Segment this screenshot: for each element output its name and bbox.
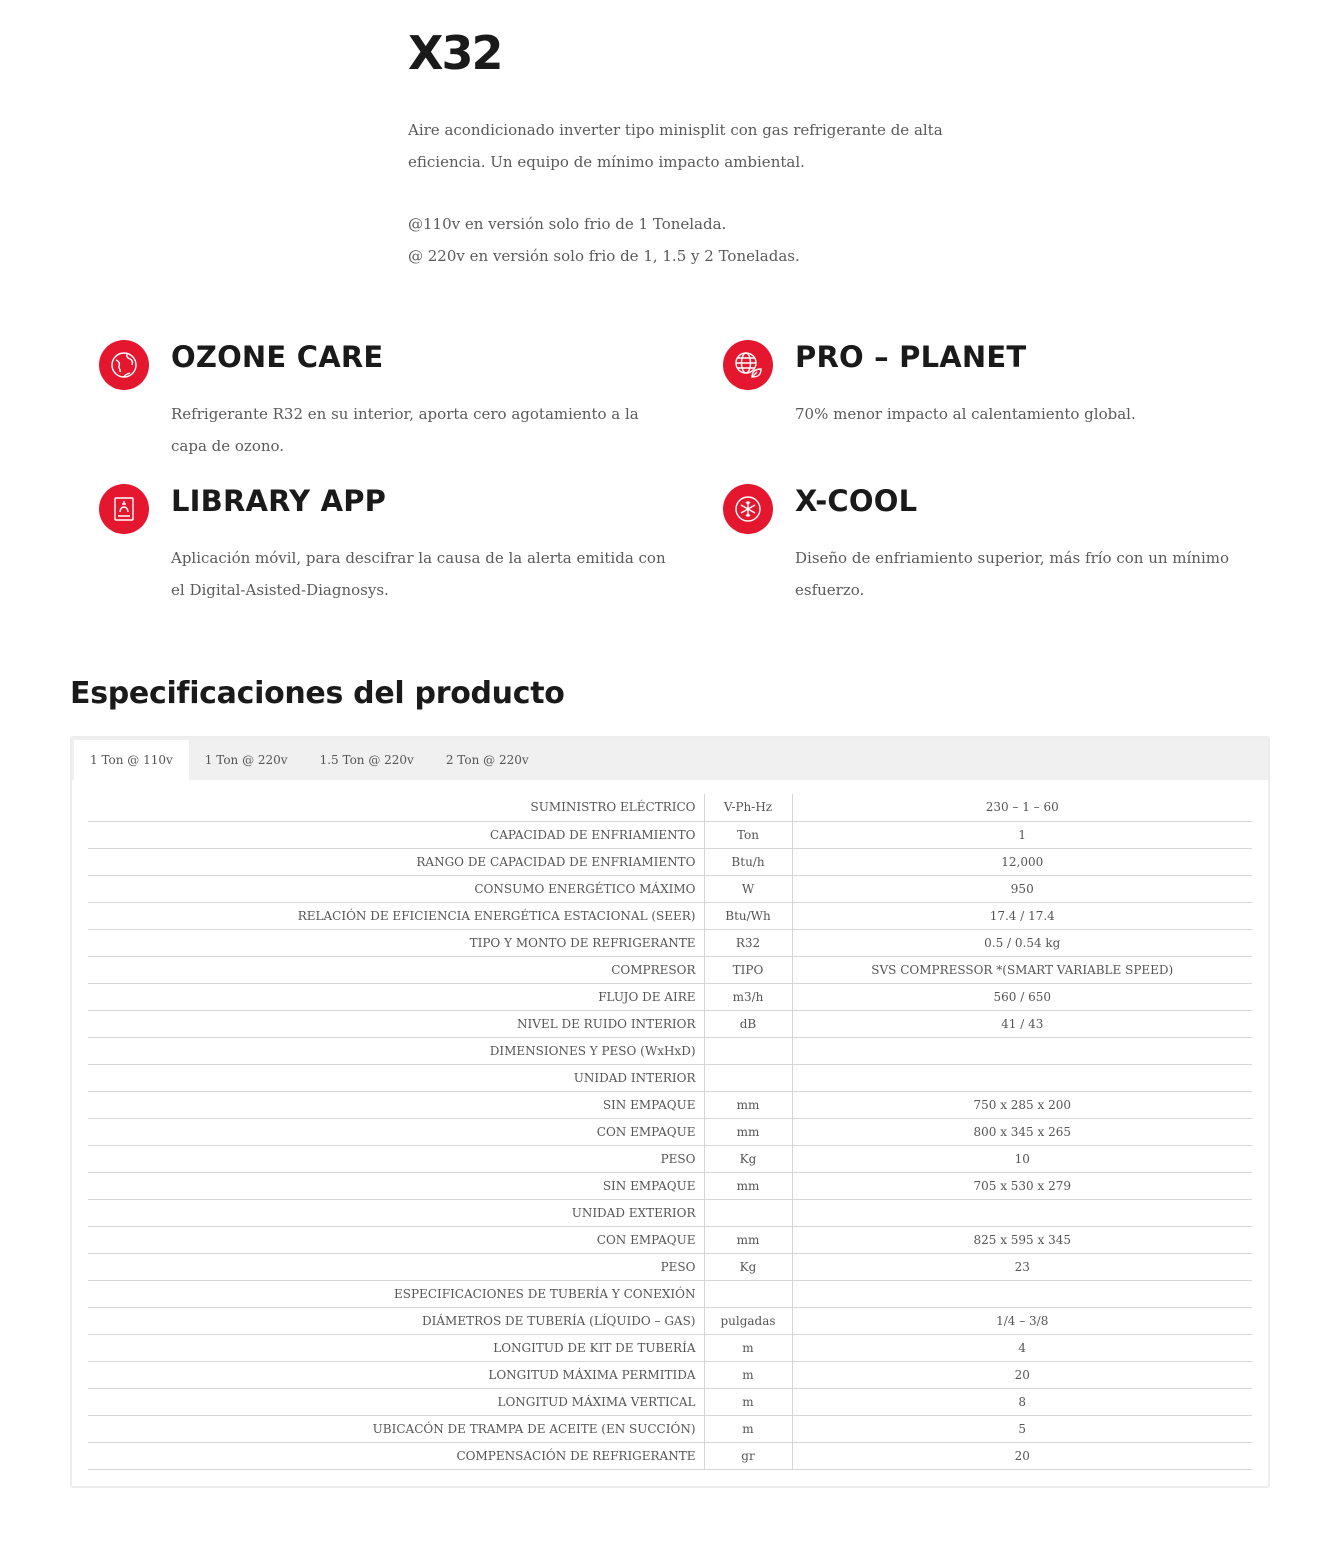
table-row — [88, 1307, 1252, 1334]
planet-leaf-icon — [723, 340, 773, 390]
spec-unit — [704, 1037, 792, 1064]
spec-unit: mm — [704, 1226, 792, 1253]
spec-unit: TIPO — [704, 956, 792, 983]
spec-value: 5 — [792, 1415, 1252, 1442]
spec-unit: pulgadas — [704, 1307, 792, 1334]
spec-value: 41 / 43 — [792, 1010, 1252, 1037]
spec-label: TIPO Y MONTO DE REFRIGERANTE — [88, 929, 704, 956]
spec-unit: W — [704, 875, 792, 902]
spec-value: 950 — [792, 875, 1252, 902]
table-row — [88, 1037, 1252, 1064]
spec-value: 750 x 285 x 200 — [792, 1091, 1252, 1118]
feature-text: 70% menor impacto al calentamiento global. — [795, 405, 1136, 423]
spec-value: 1/4 – 3/8 — [792, 1307, 1252, 1334]
specs-tabs — [72, 738, 1268, 780]
table-row — [88, 929, 1252, 956]
tab-2ton-220v[interactable]: 2 Ton @ 220v — [445, 753, 529, 767]
table-row — [88, 1280, 1252, 1307]
spec-label: SIN EMPAQUE — [88, 1091, 704, 1118]
spec-unit: m — [704, 1388, 792, 1415]
spec-unit: Ton — [704, 821, 792, 848]
spec-unit: V-Ph-Hz — [704, 794, 792, 821]
table-row — [88, 875, 1252, 902]
spec-value: 20 — [792, 1361, 1252, 1388]
table-row — [88, 1253, 1252, 1280]
spec-label: ESPECIFICACIONES DE TUBERÍA Y CONEXIÓN — [88, 1280, 704, 1307]
spec-value: 1 — [792, 821, 1252, 848]
spec-label: COMPRESOR — [88, 956, 704, 983]
table-row — [88, 1091, 1252, 1118]
spec-value: 10 — [792, 1145, 1252, 1172]
spec-label: UBICACÓN DE TRAMPA DE ACEITE (EN SUCCIÓN) — [88, 1415, 704, 1442]
app-library-icon — [99, 484, 149, 534]
spec-unit — [704, 1199, 792, 1226]
spec-value — [792, 1199, 1252, 1226]
spec-unit: m — [704, 1334, 792, 1361]
snowflake-icon — [723, 484, 773, 534]
spec-unit: m — [704, 1361, 792, 1388]
spec-label: CON EMPAQUE — [88, 1118, 704, 1145]
specs-table — [88, 794, 1252, 1470]
table-row — [88, 1361, 1252, 1388]
spec-value — [792, 1037, 1252, 1064]
spec-unit: Btu/h — [704, 848, 792, 875]
product-description — [408, 114, 948, 272]
spec-label: NIVEL DE RUIDO INTERIOR — [88, 1010, 704, 1037]
table-row — [88, 1388, 1252, 1415]
spec-label: LONGITUD MÁXIMA PERMITIDA — [88, 1361, 704, 1388]
feature-title: LIBRARY APP — [171, 484, 387, 518]
spec-value: 230 – 1 – 60 — [792, 794, 1252, 821]
spec-label: CAPACIDAD DE ENFRIAMIENTO — [88, 821, 704, 848]
feature-text: Diseño de enfriamiento superior, más frío con un mínimo esfuerzo. — [795, 549, 1230, 599]
spec-value: 4 — [792, 1334, 1252, 1361]
spec-unit: m — [704, 1415, 792, 1442]
spec-label: CONSUMO ENERGÉTICO MÁXIMO — [88, 875, 704, 902]
product-description-text: Aire acondicionado inverter tipo minisplit con gas refrigerante de alta eficiencia. Un equipo de mínimo impacto ambiental. — [408, 121, 943, 171]
feature-title: OZONE CARE — [171, 340, 384, 374]
spec-unit: mm — [704, 1118, 792, 1145]
spec-label: RELACIÓN DE EFICIENCIA ENERGÉTICA ESTACIONAL (SEER) — [88, 902, 704, 929]
product-title: X32 — [408, 26, 502, 80]
spec-value: 8 — [792, 1388, 1252, 1415]
table-row — [88, 1199, 1252, 1226]
table-row — [88, 1172, 1252, 1199]
spec-label: LONGITUD MÁXIMA VERTICAL — [88, 1388, 704, 1415]
table-row — [88, 1226, 1252, 1253]
feature-text: Refrigerante R32 en su interior, aporta cero agotamiento a la capa de ozono. — [171, 405, 639, 455]
spec-value: 705 x 530 x 279 — [792, 1172, 1252, 1199]
spec-unit: mm — [704, 1091, 792, 1118]
spec-value: 20 — [792, 1442, 1252, 1469]
spec-label: SIN EMPAQUE — [88, 1172, 704, 1199]
table-row — [88, 1118, 1252, 1145]
table-row — [88, 1010, 1252, 1037]
spec-value: SVS COMPRESSOR *(SMART VARIABLE SPEED) — [792, 956, 1252, 983]
table-row — [88, 1145, 1252, 1172]
table-row — [88, 902, 1252, 929]
specs-heading: Especificaciones del producto — [70, 676, 565, 711]
spec-label: PESO — [88, 1145, 704, 1172]
spec-value: 560 / 650 — [792, 983, 1252, 1010]
table-row — [88, 1064, 1252, 1091]
spec-unit — [704, 1280, 792, 1307]
spec-label: RANGO DE CAPACIDAD DE ENFRIAMIENTO — [88, 848, 704, 875]
spec-value: 800 x 345 x 265 — [792, 1118, 1252, 1145]
spec-value: 12,000 — [792, 848, 1252, 875]
table-row — [88, 956, 1252, 983]
spec-label: UNIDAD EXTERIOR — [88, 1199, 704, 1226]
spec-unit: dB — [704, 1010, 792, 1037]
table-row — [88, 794, 1252, 821]
table-row — [88, 1334, 1252, 1361]
spec-unit: gr — [704, 1442, 792, 1469]
table-row — [88, 1415, 1252, 1442]
spec-unit: mm — [704, 1172, 792, 1199]
spec-unit: m3/h — [704, 983, 792, 1010]
feature-text: Aplicación móvil, para descifrar la causa de la alerta emitida con el Digital-Asisted-Diagnosys. — [171, 549, 666, 599]
spec-label: PESO — [88, 1253, 704, 1280]
spec-label: CON EMPAQUE — [88, 1226, 704, 1253]
table-row — [88, 821, 1252, 848]
tab-1ton-110v[interactable]: 1 Ton @ 110v — [74, 740, 189, 780]
product-voltage-220: @ 220v en versión solo frio de 1, 1.5 y 2 Toneladas. — [408, 247, 800, 265]
spec-unit: Kg — [704, 1253, 792, 1280]
product-voltage-110: @110v en versión solo frio de 1 Tonelada. — [408, 215, 727, 233]
spec-label: DIÁMETROS DE TUBERÍA (LÍQUIDO – GAS) — [88, 1307, 704, 1334]
spec-label: DIMENSIONES Y PESO (WxHxD) — [88, 1037, 704, 1064]
ozone-globe-icon — [99, 340, 149, 390]
tab-1-5ton-220v[interactable]: 1.5 Ton @ 220v — [319, 753, 414, 767]
spec-value: 825 x 595 x 345 — [792, 1226, 1252, 1253]
table-row — [88, 848, 1252, 875]
spec-value — [792, 1280, 1252, 1307]
spec-value: 0.5 / 0.54 kg — [792, 929, 1252, 956]
tab-1ton-220v[interactable]: 1 Ton @ 220v — [204, 753, 288, 767]
feature-title: PRO – PLANET — [795, 340, 1027, 374]
feature-title: X-COOL — [795, 484, 918, 518]
spec-label: FLUJO DE AIRE — [88, 983, 704, 1010]
table-row — [88, 1442, 1252, 1469]
spec-label: COMPENSACIÓN DE REFRIGERANTE — [88, 1442, 704, 1469]
specs-panel — [70, 736, 1270, 1488]
table-row — [88, 983, 1252, 1010]
spec-value: 17.4 / 17.4 — [792, 902, 1252, 929]
spec-unit: R32 — [704, 929, 792, 956]
spec-value — [792, 1064, 1252, 1091]
spec-label: LONGITUD DE KIT DE TUBERÍA — [88, 1334, 704, 1361]
spec-unit: Btu/Wh — [704, 902, 792, 929]
spec-label: SUMINISTRO ELÉCTRICO — [88, 794, 704, 821]
spec-label: UNIDAD INTERIOR — [88, 1064, 704, 1091]
spec-unit — [704, 1064, 792, 1091]
spec-value: 23 — [792, 1253, 1252, 1280]
spec-unit: Kg — [704, 1145, 792, 1172]
